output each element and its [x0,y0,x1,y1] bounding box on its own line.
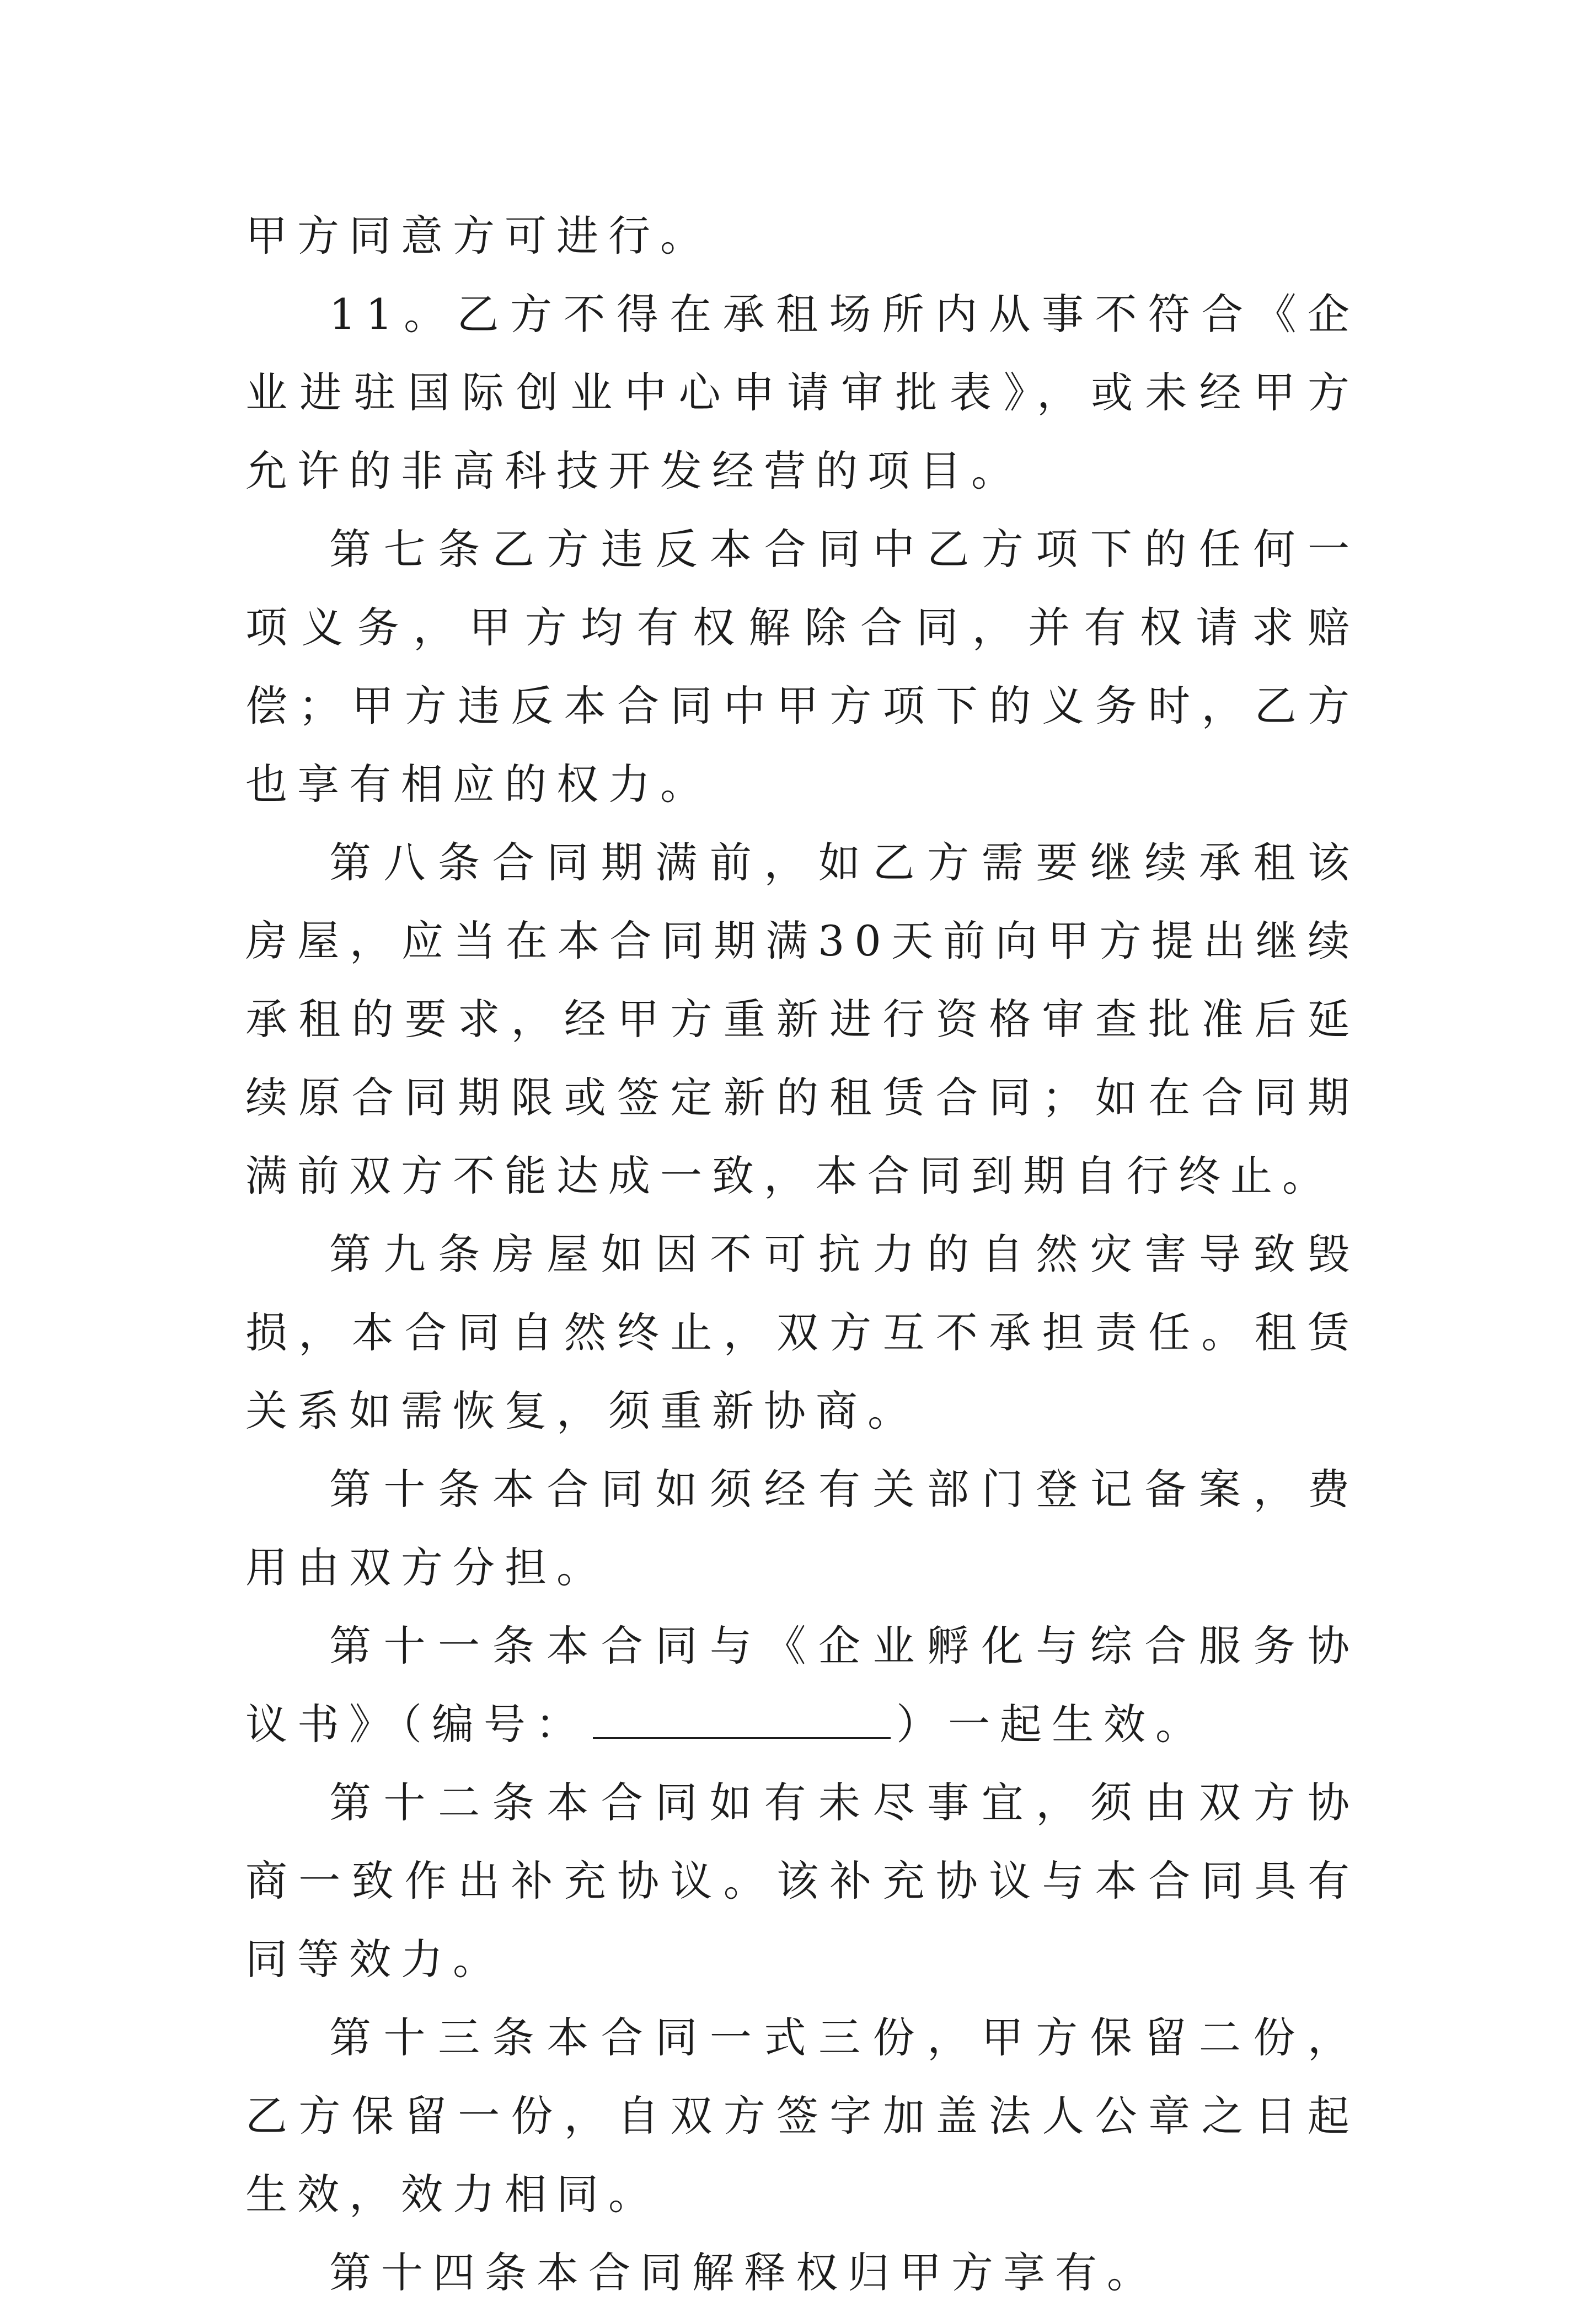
paragraph-article-11 [245,1607,1359,1764]
paragraph-article-14: 第十四条本合同解释权归甲方享有。 [329,2248,1159,2297]
paragraph-article-10: 第十条本合同如须经有关部门登记备案，费用由双方分担。 [245,1465,1359,1592]
article-11-text-before: 第十一条本合同与《企业孵化与综合服务协议书》（编号： [245,1621,1359,1749]
paragraph-item-11: 11。乙方不得在承租场所内从事不符合《企业进驻国际创业中心申请审批表》，或未经甲方允许的非高科技开发经营的项目。 [245,290,1359,495]
article-11-text-after: ）一起生效。 [896,1700,1207,1749]
agreement-number-blank [593,1699,891,1739]
contract-body [245,197,1359,2312]
paragraph-article-13: 第十三条本合同一式三份，甲方保留二份，乙方保留一份，自双方签字加盖法人公章之日起生效，效力相同。 [245,2013,1359,2219]
paragraph-article-7: 第七条乙方违反本合同中乙方项下的任何一项义务，甲方均有权解除合同，并有权请求赔偿；甲方违反本合同中甲方项下的义务时，乙方也享有相应的权力。 [245,525,1359,809]
paragraph-article-12: 第十二条本合同如有未尽事宜，须由双方协商一致作出补充协议。该补充协议与本合同具有同等效力。 [245,1778,1359,1984]
paragraph-continuation: 甲方同意方可进行。 [245,211,712,260]
paragraph-article-8: 第八条合同期满前，如乙方需要继续承租该房屋，应当在本合同期满30天前向甲方提出继续承租的要求，经甲方重新进行资格审查批准后延续原合同期限或签定新的租赁合同；如在合同期满前双方不能达成一致，本合同到期自行终止。 [245,838,1359,1200]
paragraph-article-9: 第九条房屋如因不可抗力的自然灾害导致毁损，本合同自然终止，双方互不承担责任。租赁关系如需恢复，须重新协商。 [245,1230,1359,1435]
